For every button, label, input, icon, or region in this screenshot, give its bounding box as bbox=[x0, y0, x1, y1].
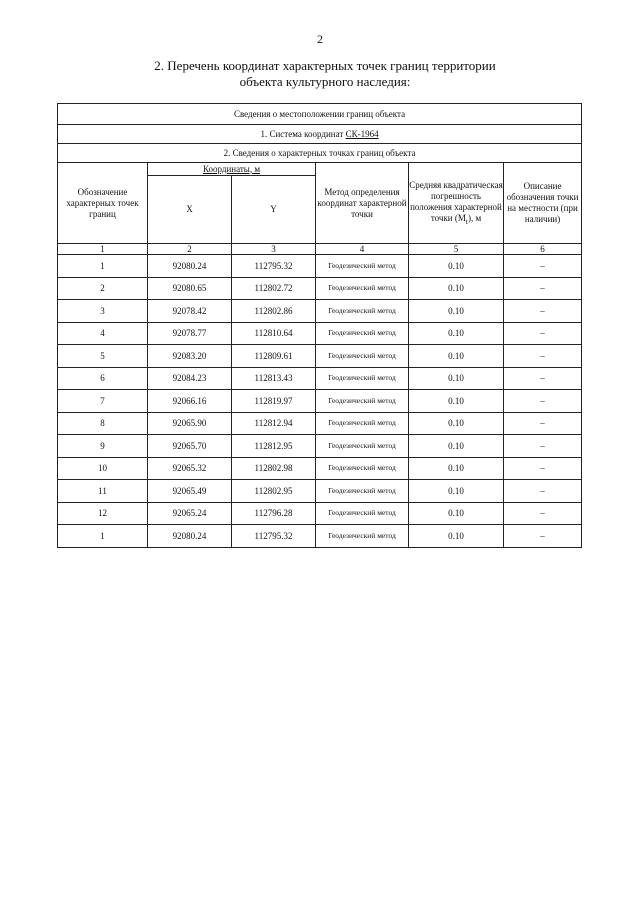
method-cell: Геодезический метод bbox=[316, 345, 409, 368]
col-number-4: 4 bbox=[316, 244, 409, 255]
col-number-3: 3 bbox=[232, 244, 316, 255]
x-cell: 92084.23 bbox=[148, 367, 232, 390]
table-row bbox=[58, 502, 582, 525]
error-cell: 0.10 bbox=[409, 502, 504, 525]
table-row bbox=[58, 322, 582, 345]
y-cell: 112802.86 bbox=[232, 300, 316, 323]
table-row bbox=[58, 412, 582, 435]
point-cell: 2 bbox=[58, 277, 148, 300]
error-cell: 0.10 bbox=[409, 525, 504, 548]
y-cell: 112796.28 bbox=[232, 502, 316, 525]
point-cell: 3 bbox=[58, 300, 148, 323]
header-y: Y bbox=[232, 176, 316, 244]
x-cell: 92066.16 bbox=[148, 390, 232, 413]
y-cell: 112819.97 bbox=[232, 390, 316, 413]
y-cell: 112809.61 bbox=[232, 345, 316, 368]
coordinate-system-value: СК-1964 bbox=[345, 129, 379, 139]
method-cell: Геодезический метод bbox=[316, 435, 409, 458]
title-line-2: объекта культурного наследия: bbox=[239, 74, 411, 89]
col-number-1: 1 bbox=[58, 244, 148, 255]
table-row bbox=[58, 480, 582, 503]
method-cell: Геодезический метод bbox=[316, 457, 409, 480]
description-cell: – bbox=[504, 300, 582, 323]
method-cell: Геодезический метод bbox=[316, 255, 409, 278]
y-cell: 112802.98 bbox=[232, 457, 316, 480]
page-title bbox=[100, 58, 550, 90]
page-number: 2 bbox=[317, 32, 323, 46]
boundary-coordinates-table bbox=[57, 103, 582, 548]
point-cell: 1 bbox=[58, 255, 148, 278]
point-cell: 1 bbox=[58, 525, 148, 548]
method-cell: Геодезический метод bbox=[316, 322, 409, 345]
error-cell: 0.10 bbox=[409, 457, 504, 480]
error-cell: 0.10 bbox=[409, 322, 504, 345]
method-cell: Геодезический метод bbox=[316, 367, 409, 390]
point-cell: 4 bbox=[58, 322, 148, 345]
y-cell: 112810.64 bbox=[232, 322, 316, 345]
error-cell: 0.10 bbox=[409, 367, 504, 390]
header-coordinates-text: Координаты, м bbox=[202, 163, 261, 174]
description-cell: – bbox=[504, 412, 582, 435]
method-cell: Геодезический метод bbox=[316, 300, 409, 323]
point-cell: 12 bbox=[58, 502, 148, 525]
x-cell: 92080.24 bbox=[148, 255, 232, 278]
x-cell: 92065.24 bbox=[148, 502, 232, 525]
col-number-6: 6 bbox=[504, 244, 582, 255]
y-cell: 112795.32 bbox=[232, 525, 316, 548]
col-number-5: 5 bbox=[409, 244, 504, 255]
points-info-row: 2. Сведения о характерных точках границ объекта bbox=[58, 144, 582, 163]
table-caption: Сведения о местоположении границ объекта bbox=[58, 104, 582, 125]
header-designation: Обозначение характерных точек границ bbox=[58, 163, 148, 244]
x-cell: 92078.77 bbox=[148, 322, 232, 345]
coordinate-system-label: 1. Система координат bbox=[260, 129, 346, 139]
method-cell: Геодезический метод bbox=[316, 277, 409, 300]
header-method: Метод определения координат характерной точки bbox=[316, 163, 409, 244]
point-cell: 7 bbox=[58, 390, 148, 413]
description-cell: – bbox=[504, 435, 582, 458]
x-cell: 92083.20 bbox=[148, 345, 232, 368]
error-cell: 0.10 bbox=[409, 412, 504, 435]
header-error: Средняя квадратическая погрешность положения характерной точки $(M_t)$, м bbox=[409, 163, 504, 244]
error-cell: 0.10 bbox=[409, 480, 504, 503]
description-cell: – bbox=[504, 345, 582, 368]
description-cell: – bbox=[504, 502, 582, 525]
x-cell: 92080.24 bbox=[148, 525, 232, 548]
method-cell: Геодезический метод bbox=[316, 480, 409, 503]
error-cell: 0.10 bbox=[409, 435, 504, 458]
description-cell: – bbox=[504, 255, 582, 278]
description-cell: – bbox=[504, 367, 582, 390]
error-cell: 0.10 bbox=[409, 390, 504, 413]
y-cell: 112812.95 bbox=[232, 435, 316, 458]
header-description: Описание обозначения точки на местности (при наличии) bbox=[504, 163, 582, 244]
method-cell: Геодезический метод bbox=[316, 525, 409, 548]
table-row bbox=[58, 255, 582, 278]
table-row bbox=[58, 457, 582, 480]
table-row bbox=[58, 435, 582, 458]
point-cell: 9 bbox=[58, 435, 148, 458]
point-cell: 5 bbox=[58, 345, 148, 368]
x-cell: 92065.70 bbox=[148, 435, 232, 458]
description-cell: – bbox=[504, 457, 582, 480]
y-cell: 112795.32 bbox=[232, 255, 316, 278]
header-coordinates bbox=[148, 163, 316, 176]
y-cell: 112812.94 bbox=[232, 412, 316, 435]
method-cell: Геодезический метод bbox=[316, 412, 409, 435]
y-cell: 112813.43 bbox=[232, 367, 316, 390]
title-line-1: 2. Перечень координат характерных точек границ территории bbox=[154, 58, 496, 73]
point-cell: 8 bbox=[58, 412, 148, 435]
header-x: X bbox=[148, 176, 232, 244]
error-cell: 0.10 bbox=[409, 345, 504, 368]
description-cell: – bbox=[504, 390, 582, 413]
description-cell: – bbox=[504, 480, 582, 503]
x-cell: 92078.42 bbox=[148, 300, 232, 323]
y-cell: 112802.72 bbox=[232, 277, 316, 300]
error-cell: 0.10 bbox=[409, 300, 504, 323]
table-row bbox=[58, 367, 582, 390]
point-cell: 10 bbox=[58, 457, 148, 480]
error-cell: 0.10 bbox=[409, 255, 504, 278]
point-cell: 6 bbox=[58, 367, 148, 390]
x-cell: 92065.49 bbox=[148, 480, 232, 503]
coordinate-system-row bbox=[58, 125, 582, 144]
description-cell: – bbox=[504, 322, 582, 345]
table-row bbox=[58, 345, 582, 368]
method-cell: Геодезический метод bbox=[316, 390, 409, 413]
description-cell: – bbox=[504, 525, 582, 548]
col-number-2: 2 bbox=[148, 244, 232, 255]
x-cell: 92065.90 bbox=[148, 412, 232, 435]
point-cell: 11 bbox=[58, 480, 148, 503]
x-cell: 92080.65 bbox=[148, 277, 232, 300]
x-cell: 92065.32 bbox=[148, 457, 232, 480]
error-cell: 0.10 bbox=[409, 277, 504, 300]
table-row bbox=[58, 300, 582, 323]
table-row bbox=[58, 390, 582, 413]
y-cell: 112802.95 bbox=[232, 480, 316, 503]
table-row bbox=[58, 525, 582, 548]
description-cell: – bbox=[504, 277, 582, 300]
method-cell: Геодезический метод bbox=[316, 502, 409, 525]
table-row bbox=[58, 277, 582, 300]
